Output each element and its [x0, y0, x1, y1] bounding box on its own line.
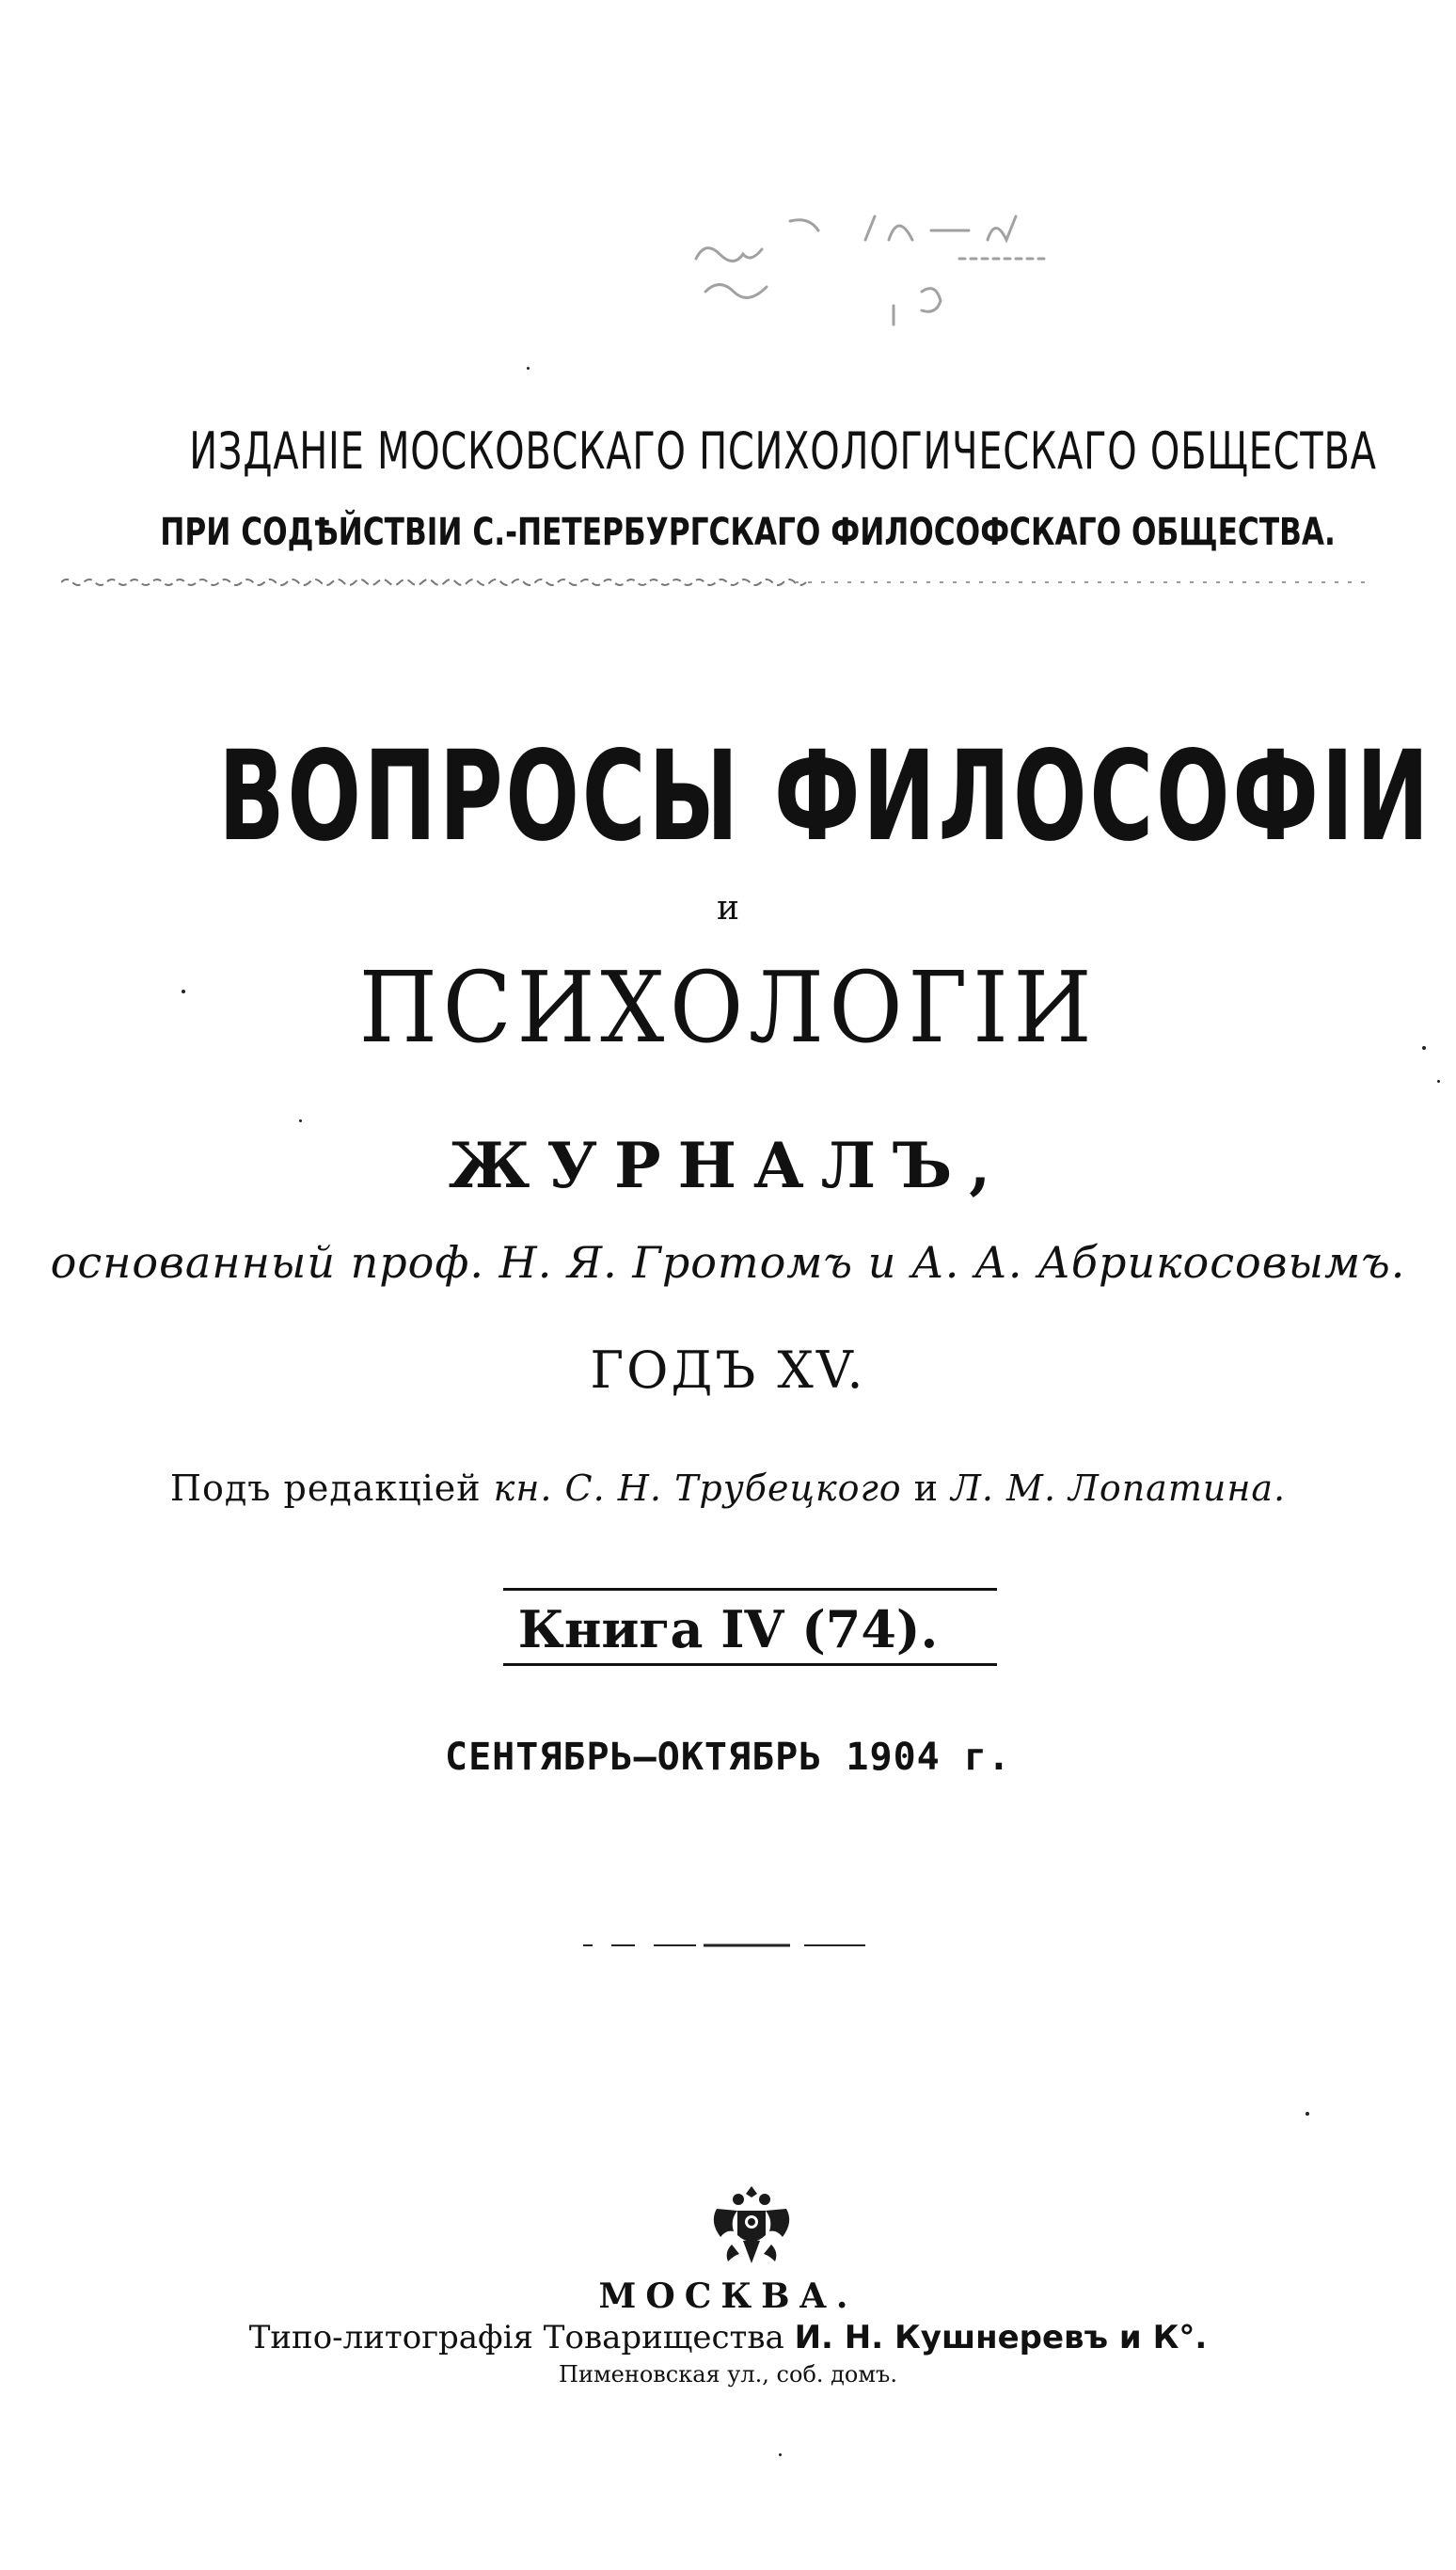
scan-speck: [527, 367, 530, 370]
printer-line: [0, 2319, 1456, 2356]
editors-line: [0, 1467, 1456, 1509]
city-name: МОСКВА.: [598, 2277, 858, 2316]
founded-line: основанный проф. Н. Я. Гротомъ и А. А. Абрикосовымъ.: [50, 1237, 1406, 1288]
dash-ornament: [583, 1941, 894, 1950]
scan-speck: [1437, 1080, 1440, 1083]
printer-address: Пименовская ул., соб. домъ.: [559, 2361, 897, 2388]
library-stamp: [677, 202, 1072, 381]
publisher-line: ИЗДАНІЕ МОСКОВСКАГО ПСИХОЛОГИЧЕСКАГО ОБЩЕСТВА: [189, 421, 1377, 481]
scan-speck: [182, 990, 185, 993]
book-rule-top: [503, 1588, 997, 1591]
issue-date: СЕНТЯБРЬ—ОКТЯБРЬ 1904 г.: [445, 1736, 1011, 1779]
journal-label: ЖУРНАЛЪ,: [448, 1129, 1008, 1202]
editors-prefix: Подъ редакціей: [169, 1467, 482, 1509]
wavy-rule: [61, 576, 1373, 589]
year-line: ГОДЪ XV.: [590, 1341, 866, 1400]
journal-title-main: ВОПРОСЫ ФИЛОСОФІИ: [218, 724, 1432, 869]
editor-second: Л. М. Лопатина.: [951, 1467, 1287, 1509]
assist-line: ПРИ СОДѢЙСТВІИ С.-ПЕТЕРБУРГСКАГО ФИЛОСОФСКАГО ОБЩЕСТВА.: [160, 511, 1336, 554]
editors-conjunction: и: [913, 1467, 940, 1509]
scan-speck: [299, 1119, 302, 1122]
scan-speck: [1422, 1046, 1426, 1050]
editor-first: кн. С. Н. Трубецкого: [493, 1467, 902, 1509]
book-number: Книга IV (74).: [517, 1599, 939, 1659]
scan-speck: [779, 2453, 782, 2456]
journal-title-second: ПСИХОЛОГІИ: [358, 950, 1098, 1065]
title-conjunction: и: [717, 889, 739, 928]
double-headed-eagle-emblem: [707, 2182, 796, 2273]
scan-speck: [1306, 2112, 1309, 2116]
book-rule-bottom: [503, 1663, 997, 1666]
printer-prefix: Типо-литографія Товарищества: [248, 2319, 784, 2356]
printer-name: И. Н. Кушнеревъ и К°.: [794, 2319, 1208, 2356]
